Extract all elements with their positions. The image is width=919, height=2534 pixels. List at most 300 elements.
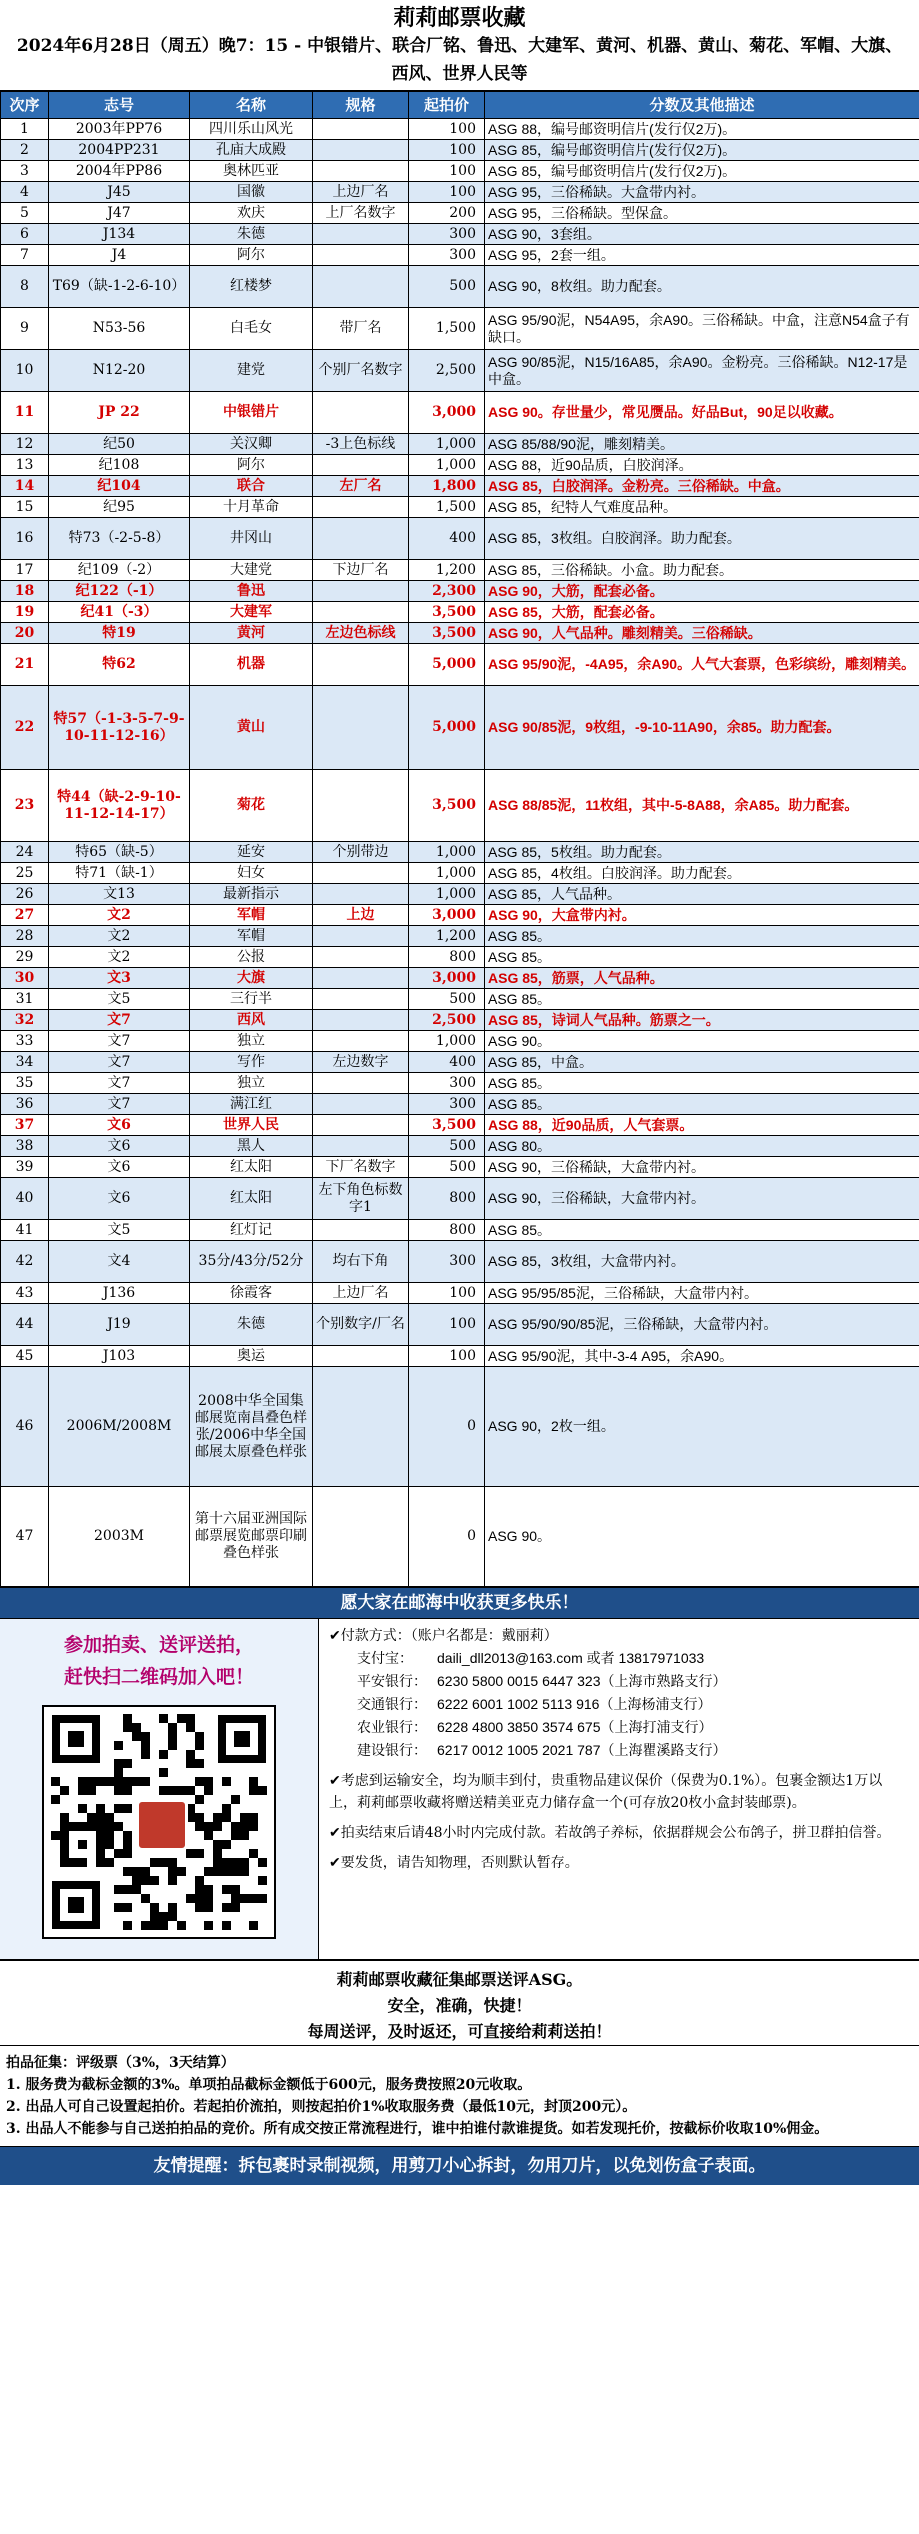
cell-price: 1,000 — [409, 842, 485, 863]
payment-label: 交通银行： — [357, 1697, 427, 1713]
cell-spec — [313, 884, 409, 905]
qr-module — [213, 1858, 222, 1867]
cell-name: 黑人 — [190, 1136, 313, 1157]
cell-desc: ASG 85，编号邮资明信片(发行仅2万)。 — [485, 161, 919, 182]
cell-no: 10 — [1, 350, 49, 392]
cell-price: 3,000 — [409, 392, 485, 434]
payment-value: 6222 6001 1002 5113 916（上海杨浦支行） — [437, 1696, 712, 1712]
table-row — [1, 182, 919, 203]
qr-module — [159, 1786, 168, 1795]
cell-spec: 个别数字/厂名 — [313, 1304, 409, 1346]
cell-code: 2004年PP86 — [49, 161, 190, 182]
cell-no: 46 — [1, 1367, 49, 1487]
cell-desc: ASG 90，人气品种。雕刻精美。三俗稀缺。 — [485, 623, 919, 644]
cell-price: 100 — [409, 161, 485, 182]
qr-module — [195, 1732, 204, 1741]
cell-no: 11 — [1, 392, 49, 434]
table-row — [1, 1094, 919, 1115]
qr-module — [231, 1858, 240, 1867]
qr-module — [222, 1867, 231, 1876]
qr-module — [105, 1822, 114, 1831]
cell-code: 文7 — [49, 1010, 190, 1031]
cell-spec — [313, 1487, 409, 1587]
table-row — [1, 392, 919, 434]
cell-price: 1,200 — [409, 926, 485, 947]
payment-info — [319, 1619, 919, 1959]
qr-module — [195, 1903, 204, 1912]
qr-module — [204, 1777, 213, 1786]
cell-desc: ASG 88/85泥，11枚组，其中-5-8A88，余A85。助力配套。 — [485, 770, 919, 842]
cell-name: 军帽 — [190, 905, 313, 926]
cell-no: 19 — [1, 602, 49, 623]
qr-module — [204, 1822, 213, 1831]
cell-desc: ASG 90，大筋，配套必备。 — [485, 581, 919, 602]
cell-code: 特62 — [49, 644, 190, 686]
cell-no: 34 — [1, 1052, 49, 1073]
table-row — [1, 266, 919, 308]
qr-code-icon[interactable] — [42, 1705, 276, 1939]
cell-no: 22 — [1, 686, 49, 770]
qr-module — [150, 1903, 159, 1912]
payment-label: 支付宝： — [357, 1651, 413, 1667]
cell-desc: ASG 88，近90品质，白胶润泽。 — [485, 455, 919, 476]
cell-price: 100 — [409, 140, 485, 161]
payment-label: 平安银行： — [357, 1674, 427, 1690]
qr-module — [51, 1795, 60, 1804]
cell-price: 3,000 — [409, 968, 485, 989]
cell-spec — [313, 518, 409, 560]
cell-code: 文7 — [49, 1073, 190, 1094]
qr-module — [123, 1804, 132, 1813]
payment-line — [329, 1647, 909, 1670]
qr-module — [159, 1750, 168, 1759]
cell-price: 1,000 — [409, 1031, 485, 1052]
cell-spec — [313, 161, 409, 182]
qr-module — [141, 1732, 150, 1741]
cell-price: 2,300 — [409, 581, 485, 602]
cell-name: 35分/43分/52分 — [190, 1241, 313, 1283]
cell-name: 奥运 — [190, 1346, 313, 1367]
qr-module — [105, 1777, 114, 1786]
cell-desc: ASG 90，8枚组。助力配套。 — [485, 266, 919, 308]
qr-module — [222, 1840, 231, 1849]
cell-code: 特71（缺-1） — [49, 863, 190, 884]
cell-no: 24 — [1, 842, 49, 863]
table-row — [1, 476, 919, 497]
col-header-desc: 分数及其他描述 — [485, 92, 919, 119]
cell-spec — [313, 1367, 409, 1487]
cell-no: 39 — [1, 1157, 49, 1178]
payment-label: 农业银行： — [357, 1720, 427, 1736]
col-header-code: 志号 — [49, 92, 190, 119]
cell-desc: ASG 88，编号邮资明信片(发行仅2万)。 — [485, 119, 919, 140]
promo-line-1: 参加拍卖、送评送拍， — [63, 1634, 254, 1656]
cell-no: 4 — [1, 182, 49, 203]
cell-code: 2003M — [49, 1487, 190, 1587]
cell-price: 5,000 — [409, 644, 485, 686]
cell-code: J136 — [49, 1283, 190, 1304]
qr-module — [78, 1822, 87, 1831]
qr-module — [249, 1786, 258, 1795]
qr-module — [96, 1804, 105, 1813]
qr-module — [141, 1921, 150, 1930]
cell-desc: ASG 85，筋票，人气品种。 — [485, 968, 919, 989]
qr-module — [96, 1849, 105, 1858]
qr-module — [51, 1777, 60, 1786]
cell-desc: ASG 88，近90品质，人气套票。 — [485, 1115, 919, 1136]
cell-spec: 左边色标线 — [313, 623, 409, 644]
cell-price: 5,000 — [409, 686, 485, 770]
table-row — [1, 434, 919, 455]
cell-price: 0 — [409, 1367, 485, 1487]
qr-module — [195, 1849, 204, 1858]
cell-no: 36 — [1, 1094, 49, 1115]
qr-module — [186, 1849, 195, 1858]
cell-price: 100 — [409, 1283, 485, 1304]
table-row — [1, 602, 919, 623]
table-row — [1, 686, 919, 770]
qr-module — [159, 1714, 168, 1723]
cell-spec: 上边厂名 — [313, 182, 409, 203]
qr-module — [96, 1840, 105, 1849]
payment-label: 建设银行： — [357, 1743, 427, 1759]
qr-module — [150, 1921, 159, 1930]
cell-code: 文13 — [49, 884, 190, 905]
cell-name: 朱德 — [190, 224, 313, 245]
qr-module — [204, 1885, 213, 1894]
qr-module — [87, 1813, 96, 1822]
cell-desc: ASG 85，白胶润泽。金粉亮。三俗稀缺。中盒。 — [485, 476, 919, 497]
cell-code: 2003年PP76 — [49, 119, 190, 140]
table-row — [1, 560, 919, 581]
qr-module — [69, 1858, 78, 1867]
col-header-price: 起拍价 — [409, 92, 485, 119]
cell-desc: ASG 90/85泥，9枚组，-9-10-11A90，余85。助力配套。 — [485, 686, 919, 770]
sheet-subtitle: 2024年6月28日（周五）晚7：15 - 中银错片、联合厂铭、鲁迅、大建军、黄河、机器、黄山、菊花、军帽、大旗、西风、世界人民等 — [16, 36, 903, 84]
qr-module — [141, 1741, 150, 1750]
cell-spec — [313, 686, 409, 770]
cell-spec — [313, 392, 409, 434]
cell-desc: ASG 85。 — [485, 989, 919, 1010]
cell-desc: ASG 90。 — [485, 1031, 919, 1052]
qr-finder — [52, 1715, 100, 1763]
cell-code: 文6 — [49, 1136, 190, 1157]
qr-module — [195, 1777, 204, 1786]
cell-no: 41 — [1, 1220, 49, 1241]
cell-spec — [313, 581, 409, 602]
qr-module — [177, 1867, 186, 1876]
cell-code: 特73（-2-5-8） — [49, 518, 190, 560]
payment-line — [329, 1670, 909, 1693]
cell-desc: ASG 85，人气品种。 — [485, 884, 919, 905]
qr-module — [60, 1786, 69, 1795]
qr-module — [186, 1894, 195, 1903]
cell-desc: ASG 85。 — [485, 947, 919, 968]
qr-module — [195, 1885, 204, 1894]
cell-price: 1,000 — [409, 455, 485, 476]
table-row — [1, 1487, 919, 1587]
cell-price: 1,800 — [409, 476, 485, 497]
cell-desc: ASG 95/90/90/85泥，三俗稀缺，大盒带内衬。 — [485, 1304, 919, 1346]
table-row — [1, 161, 919, 182]
qr-module — [249, 1894, 258, 1903]
qr-module — [114, 1849, 123, 1858]
cell-name: 阿尔 — [190, 245, 313, 266]
cell-spec — [313, 455, 409, 476]
sheet-title: 莉莉邮票收藏 — [393, 5, 526, 31]
table-row — [1, 308, 919, 350]
cell-price: 300 — [409, 1241, 485, 1283]
cell-desc: ASG 90/85泥，N15/16A85，余A90。金粉亮。三俗稀缺。N12-17是中盒。 — [485, 350, 919, 392]
cell-spec: 个别带边 — [313, 842, 409, 863]
qr-module — [141, 1867, 150, 1876]
sheet-header — [0, 0, 919, 91]
qr-module — [60, 1813, 69, 1822]
table-row — [1, 1367, 919, 1487]
cell-spec — [313, 224, 409, 245]
cell-spec: 左下角色标数字1 — [313, 1178, 409, 1220]
table-row — [1, 770, 919, 842]
qr-module — [123, 1867, 132, 1876]
qr-module — [195, 1759, 204, 1768]
lot-table — [0, 91, 919, 1587]
qr-module — [69, 1822, 78, 1831]
cell-name: 红太阳 — [190, 1157, 313, 1178]
cell-no: 27 — [1, 905, 49, 926]
qr-module — [123, 1831, 132, 1840]
cell-desc: ASG 95/90泥，N54A95，余A90。三俗稀缺。中盒，注意N54盒子有缺口。 — [485, 308, 919, 350]
qr-module — [186, 1714, 195, 1723]
qr-module — [150, 1876, 159, 1885]
cell-desc: ASG 85/88/90泥，雕刻精美。 — [485, 434, 919, 455]
cell-name: 机器 — [190, 644, 313, 686]
cell-name: 大旗 — [190, 968, 313, 989]
cell-desc: ASG 85，编号邮资明信片(发行仅2万)。 — [485, 140, 919, 161]
cell-no: 43 — [1, 1283, 49, 1304]
qr-module — [132, 1876, 141, 1885]
table-row — [1, 989, 919, 1010]
cell-name: 阿尔 — [190, 455, 313, 476]
rule-3: 3. 出品人不能参与自己送拍拍品的竞价。所有成交按正常流程进行，谁中拍谁付款谁提货。如若发现托价，按截标价收取10%佣金。 — [6, 2121, 829, 2137]
qr-module — [177, 1714, 186, 1723]
cell-no: 31 — [1, 989, 49, 1010]
cell-desc: ASG 80。 — [485, 1136, 919, 1157]
qr-module — [186, 1786, 195, 1795]
qr-module — [249, 1921, 258, 1930]
qr-module — [114, 1777, 123, 1786]
payment-heading: ✔付款方式：（账户名都是：戴丽莉） — [329, 1628, 558, 1644]
cell-code: 文2 — [49, 947, 190, 968]
qr-module — [213, 1849, 222, 1858]
qr-module — [222, 1903, 231, 1912]
qr-module — [78, 1804, 87, 1813]
cell-code: 纪109（-2） — [49, 560, 190, 581]
qr-panel — [0, 1619, 319, 1959]
qr-module — [114, 1885, 123, 1894]
cell-code: 特65（缺-5） — [49, 842, 190, 863]
cell-desc: ASG 85。 — [485, 926, 919, 947]
cell-no: 47 — [1, 1487, 49, 1587]
qr-module — [123, 1759, 132, 1768]
cell-desc: ASG 90，2枚一组。 — [485, 1367, 919, 1487]
qr-module — [213, 1822, 222, 1831]
cell-name: 徐霞客 — [190, 1283, 313, 1304]
qr-module — [123, 1921, 132, 1930]
qr-module — [222, 1804, 231, 1813]
qr-module — [123, 1849, 132, 1858]
cell-spec — [313, 770, 409, 842]
table-row — [1, 1031, 919, 1052]
table-row — [1, 1157, 919, 1178]
cell-code: J45 — [49, 182, 190, 203]
cell-price: 500 — [409, 989, 485, 1010]
qr-module — [114, 1759, 123, 1768]
qr-module — [60, 1849, 69, 1858]
qr-module — [177, 1786, 186, 1795]
qr-module — [159, 1921, 168, 1930]
qr-module — [204, 1786, 213, 1795]
note-2: ✔拍卖结束后请48小时内完成付款。若故鸽子养标，依据群规会公布鸽子，拼卫群拍信誉。 — [329, 1825, 891, 1841]
qr-module — [231, 1795, 240, 1804]
cell-code: J19 — [49, 1304, 190, 1346]
cell-spec — [313, 245, 409, 266]
qr-module — [195, 1876, 204, 1885]
cell-spec: 带厂名 — [313, 308, 409, 350]
qr-module — [195, 1822, 204, 1831]
qr-module — [258, 1786, 267, 1795]
asg-line-2: 安全，准确，快捷！ — [387, 1996, 532, 2015]
qr-module — [96, 1813, 105, 1822]
cell-price: 1,000 — [409, 884, 485, 905]
table-row — [1, 884, 919, 905]
qr-module — [78, 1777, 87, 1786]
table-row — [1, 1115, 919, 1136]
cell-spec — [313, 1346, 409, 1367]
cell-code: J4 — [49, 245, 190, 266]
cell-spec: 上边 — [313, 905, 409, 926]
cell-desc: ASG 85，5枚组。助力配套。 — [485, 842, 919, 863]
qr-module — [168, 1741, 177, 1750]
cell-desc: ASG 85，4枚组。白胶润泽。助力配套。 — [485, 863, 919, 884]
cell-name: 四川乐山风光 — [190, 119, 313, 140]
cell-name: 建党 — [190, 350, 313, 392]
cell-no: 20 — [1, 623, 49, 644]
qr-module — [60, 1831, 69, 1840]
cell-code: J134 — [49, 224, 190, 245]
qr-module — [168, 1858, 177, 1867]
table-row — [1, 1178, 919, 1220]
cell-no: 35 — [1, 1073, 49, 1094]
qr-module — [258, 1876, 267, 1885]
qr-module — [204, 1921, 213, 1930]
cell-no: 14 — [1, 476, 49, 497]
cell-name: 2008中华全国集邮展览南昌叠色样张/2006中华全国邮展太原叠色样张 — [190, 1367, 313, 1487]
qr-module — [195, 1813, 204, 1822]
cell-name: 大建军 — [190, 602, 313, 623]
qr-module — [159, 1768, 168, 1777]
qr-module — [78, 1840, 87, 1849]
qr-module — [249, 1777, 258, 1786]
cell-price: 1,000 — [409, 863, 485, 884]
cell-desc: ASG 90，3套组。 — [485, 224, 919, 245]
cell-desc: ASG 85，大筋，配套必备。 — [485, 602, 919, 623]
cell-spec — [313, 1094, 409, 1115]
cell-name: 欢庆 — [190, 203, 313, 224]
cell-spec — [313, 968, 409, 989]
cell-spec: 均右下角 — [313, 1241, 409, 1283]
table-row — [1, 1010, 919, 1031]
cell-desc: ASG 85。 — [485, 1073, 919, 1094]
cell-spec: 左厂名 — [313, 476, 409, 497]
cell-price: 300 — [409, 245, 485, 266]
payment-line — [329, 1739, 909, 1762]
table-row — [1, 224, 919, 245]
cell-name: 写作 — [190, 1052, 313, 1073]
cell-spec — [313, 1220, 409, 1241]
qr-module — [240, 1867, 249, 1876]
qr-module — [258, 1894, 267, 1903]
qr-module — [105, 1858, 114, 1867]
cell-name: 三行半 — [190, 989, 313, 1010]
cell-spec — [313, 266, 409, 308]
cell-desc: ASG 85。 — [485, 1094, 919, 1115]
qr-module — [186, 1759, 195, 1768]
qr-module — [60, 1840, 69, 1849]
qr-module — [231, 1885, 240, 1894]
cell-code: 特57（-1-3-5-7-9-10-11-12-16） — [49, 686, 190, 770]
qr-module — [222, 1813, 231, 1822]
cell-desc: ASG 90，大盒带内衬。 — [485, 905, 919, 926]
cell-desc: ASG 90，三俗稀缺，大盒带内衬。 — [485, 1178, 919, 1220]
qr-module — [123, 1840, 132, 1849]
cell-desc: ASG 95/90泥，其中-3-4 A95，余A90。 — [485, 1346, 919, 1367]
cell-name: 红楼梦 — [190, 266, 313, 308]
qr-module — [96, 1858, 105, 1867]
asg-line-3: 每周送评，及时返还，可直接给莉莉送拍！ — [307, 2022, 612, 2041]
cell-code: 2006M/2008M — [49, 1367, 190, 1487]
qr-module — [168, 1912, 177, 1921]
cell-price: 100 — [409, 1346, 485, 1367]
qr-module — [240, 1858, 249, 1867]
cell-name: 延安 — [190, 842, 313, 863]
cell-spec: 下厂名数字 — [313, 1157, 409, 1178]
cell-code: 文4 — [49, 1241, 190, 1283]
asg-line-1: 莉莉邮票收藏征集邮票送评ASG。 — [336, 1970, 583, 1989]
cell-spec — [313, 644, 409, 686]
qr-module — [132, 1723, 141, 1732]
qr-module — [168, 1732, 177, 1741]
qr-module — [204, 1867, 213, 1876]
cell-desc: ASG 95，三俗稀缺。大盒带内衬。 — [485, 182, 919, 203]
cell-spec — [313, 1010, 409, 1031]
cell-code: 文6 — [49, 1178, 190, 1220]
cell-price: 3,000 — [409, 905, 485, 926]
table-row — [1, 1073, 919, 1094]
cell-desc: ASG 85，三俗稀缺。小盒。助力配套。 — [485, 560, 919, 581]
cell-spec: -3上色标线 — [313, 434, 409, 455]
qr-module — [132, 1777, 141, 1786]
cell-price: 500 — [409, 1157, 485, 1178]
cell-price: 1,000 — [409, 434, 485, 455]
cell-code: 文5 — [49, 989, 190, 1010]
cell-name: 大建党 — [190, 560, 313, 581]
cell-price: 3,500 — [409, 1115, 485, 1136]
cell-code: 文7 — [49, 1094, 190, 1115]
table-row — [1, 863, 919, 884]
qr-module — [123, 1903, 132, 1912]
cell-name: 国徽 — [190, 182, 313, 203]
table-header-row — [1, 92, 919, 119]
